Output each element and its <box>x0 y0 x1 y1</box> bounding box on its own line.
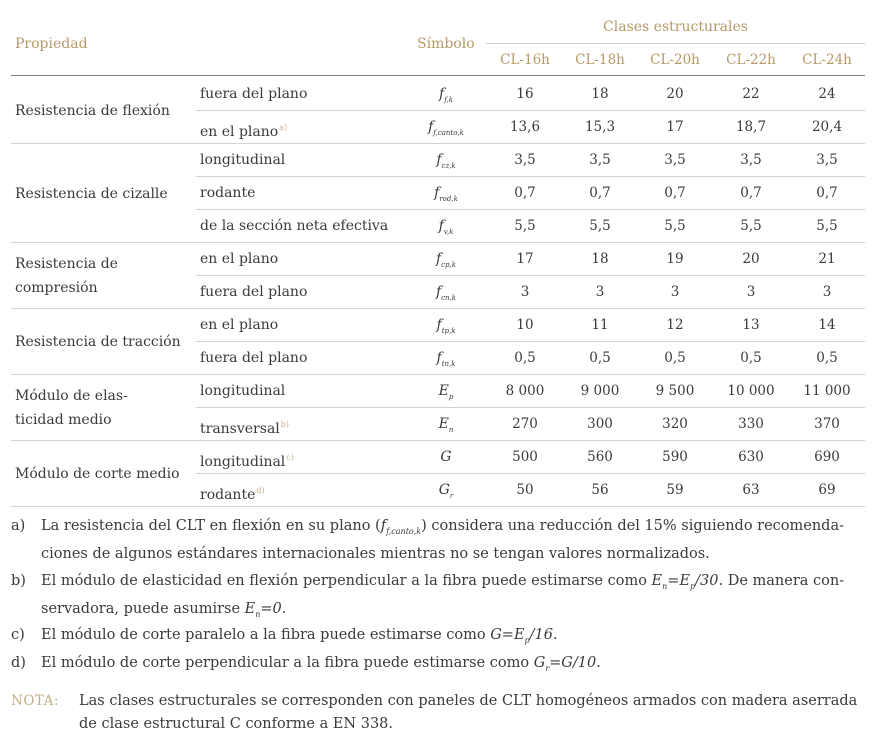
category-text: Resistencia de cizalle <box>15 185 168 202</box>
symbol-subscript: cn,k <box>441 294 457 302</box>
table-cell: 9 000 <box>580 383 620 399</box>
footnote-formula: /30 <box>695 573 719 589</box>
table-cell: 0,5 <box>664 350 686 366</box>
property-category <box>15 182 168 206</box>
footnote-text: . De manera con- <box>718 573 845 589</box>
table-cell: 0,7 <box>740 185 762 201</box>
symbol-letter: f <box>439 86 445 102</box>
footnote-letter: c) <box>11 627 25 643</box>
symbol-letter: G <box>440 449 452 465</box>
property-sublabel <box>200 243 278 276</box>
category-text: Módulo de elas- <box>15 388 128 404</box>
property-sublabel <box>200 342 307 375</box>
note-block <box>11 690 871 736</box>
symbol-subscript: cp,k <box>441 261 457 269</box>
table-cell: 690 <box>814 449 840 465</box>
table-cell: 300 <box>587 416 613 432</box>
footnote-formula: E <box>244 601 256 617</box>
symbol-subscript: r <box>449 492 454 500</box>
table-cell: 0,5 <box>740 350 762 366</box>
symbol-letter: f <box>435 251 442 267</box>
table-cell: 0,5 <box>589 350 611 366</box>
table-row <box>0 408 876 441</box>
table-cell: 0,5 <box>816 350 838 366</box>
sublabel-text: fuera del plano <box>200 284 308 300</box>
footnote-formula: E <box>651 573 663 589</box>
table-cell: 3 <box>670 284 680 300</box>
symbol-letter: f <box>436 350 442 366</box>
table-row <box>0 243 876 276</box>
footnote-text: . <box>281 601 287 617</box>
symbol-letter: G <box>438 482 450 498</box>
property-sublabel <box>200 276 307 309</box>
note-text: Las clases estructurales se corresponden con paneles de CLT homogéneos armados con madera aserrada <box>79 693 858 709</box>
table-cell: 21 <box>818 251 836 267</box>
table-cell: 13 <box>742 317 760 333</box>
header-class: CL-16h <box>500 52 550 68</box>
table-cell: 5,5 <box>740 218 762 234</box>
property-sublabel <box>200 309 278 342</box>
footnote-text: servadora, puede asumirse <box>41 601 245 617</box>
property-category <box>15 330 181 354</box>
sublabel-text: en el plano <box>200 251 279 267</box>
symbol-letter: E <box>438 416 449 432</box>
header-class: CL-22h <box>726 52 776 68</box>
table-cell: 270 <box>512 416 538 432</box>
symbol-letter: f <box>428 119 434 135</box>
table-cell: 320 <box>662 416 688 432</box>
sublabel-text: en el plano <box>200 317 279 333</box>
header-property: Propiedad <box>15 36 88 52</box>
table-cell: 13,6 <box>509 119 541 135</box>
table-cell: 5,5 <box>514 218 536 234</box>
footnote-letter: d) <box>11 655 26 671</box>
table-cell: 3,5 <box>589 152 611 168</box>
table-cell: 590 <box>662 449 688 465</box>
symbol-subscript: f,k <box>444 96 453 104</box>
property-category <box>15 462 180 486</box>
sublabel-text: longitudinal <box>200 152 286 168</box>
footnote-text: . <box>553 627 558 643</box>
sublabel-text: rodante <box>200 185 256 201</box>
footnote-subscript: f,canto,k <box>386 527 422 536</box>
table-cell: 8 000 <box>505 383 545 399</box>
sublabel-text: fuera del plano <box>200 86 308 102</box>
note-label: NOTA: <box>11 693 59 709</box>
symbol-subscript: v,k <box>443 228 454 236</box>
symbol-letter: E <box>438 383 449 399</box>
table-cell: 24 <box>818 86 836 102</box>
category-text: compresión <box>15 280 98 296</box>
sublabel-text: en el plano <box>200 124 279 140</box>
table-cell: 10 <box>516 317 534 333</box>
table-cell: 3,5 <box>740 152 762 168</box>
symbol-subscript: p <box>448 393 454 401</box>
table-cell: 500 <box>512 449 538 465</box>
table-cell: 20 <box>742 251 760 267</box>
table-cell: 20 <box>666 86 684 102</box>
property-category <box>15 252 118 300</box>
footnote-letter: b) <box>11 573 26 589</box>
table-cell: 11 <box>591 317 609 333</box>
footnote-marker: a) <box>279 123 288 132</box>
footnote-text: . <box>596 655 601 671</box>
property-category <box>15 384 128 432</box>
footnote-c <box>11 624 871 652</box>
symbol-letter: f <box>434 185 440 201</box>
table-cell: 10 000 <box>727 383 775 399</box>
property-symbol <box>400 474 492 513</box>
table-cell: 63 <box>742 482 760 498</box>
table-cell: 69 <box>818 482 836 498</box>
symbol-subscript: tn,k <box>441 360 456 368</box>
table-cell: 560 <box>587 449 613 465</box>
table-cell: 5,5 <box>664 218 686 234</box>
table-cell: 3 <box>822 284 832 300</box>
sublabel-text: de la sección neta efectiva <box>200 218 389 234</box>
table-cell: 50 <box>516 482 534 498</box>
table-row <box>0 210 876 243</box>
table-cell: 3,5 <box>816 152 838 168</box>
footnote-letter: a) <box>11 518 26 534</box>
table-cell: 0,7 <box>589 185 611 201</box>
table-cell: 9 500 <box>655 383 695 399</box>
footnote-marker: d) <box>256 486 265 495</box>
table-cell: 18,7 <box>735 119 767 135</box>
footnote-d <box>11 652 871 680</box>
table-cell: 22 <box>742 86 760 102</box>
footnote-text: El módulo de corte paralelo a la fibra puede estimarse como <box>41 627 491 643</box>
table-cell: 17 <box>516 251 534 267</box>
sublabel-text: longitudinal <box>200 383 286 399</box>
footnote-subscript: r <box>545 664 550 673</box>
footnote-text: ) considera una reducción del 15% siguiendo recomenda- <box>421 518 845 534</box>
property-category <box>15 99 170 123</box>
footnote-text: El módulo de elasticidad en flexión perpendicular a la fibra puede estimarse como <box>41 573 652 589</box>
table-cell: 0,7 <box>816 185 838 201</box>
sublabel-text: transversal <box>200 421 280 437</box>
table-cell: 3 <box>520 284 530 300</box>
category-text: Resistencia de <box>15 256 118 272</box>
table-cell: 630 <box>738 449 764 465</box>
table-cell: 330 <box>738 416 764 432</box>
header-class: CL-18h <box>575 52 625 68</box>
symbol-letter: f <box>438 218 444 234</box>
footnote-text: ciones de algunos estándares internacionales mientras no se tengan valores normalizados. <box>41 546 710 562</box>
header-classes-title: Clases estructurales <box>603 19 748 35</box>
footnote-subscript: n <box>662 582 668 591</box>
footnote-formula: =0 <box>260 601 282 617</box>
table-cell: 5,5 <box>816 218 838 234</box>
symbol-subscript: n <box>448 426 454 434</box>
table-cell: 18 <box>591 86 609 102</box>
symbol-letter: f <box>436 152 442 168</box>
table-cell: 3 <box>595 284 605 300</box>
table-cell: 16 <box>516 86 534 102</box>
footnote-marker: c) <box>286 453 294 462</box>
table-cell: 14 <box>818 317 836 333</box>
sublabel-text: fuera del plano <box>200 350 308 366</box>
symbol-subscript: tp,k <box>441 327 456 335</box>
footnote-formula: G <box>533 655 546 671</box>
table-cell: 11 000 <box>803 383 851 399</box>
group-divider <box>11 506 865 507</box>
footnote-subscript: n <box>255 610 261 619</box>
symbol-subscript: f,canto,k <box>433 129 464 137</box>
property-sublabel <box>200 375 285 408</box>
table-cell: 3,5 <box>664 152 686 168</box>
sublabel-text: longitudinal <box>200 454 286 470</box>
property-sublabel <box>200 210 388 243</box>
footnote-formula: =E <box>667 573 691 589</box>
property-symbol <box>400 441 492 474</box>
table-cell: 5,5 <box>589 218 611 234</box>
table-cell: 15,3 <box>584 119 616 135</box>
footnote-formula: G=E <box>490 627 525 643</box>
table-cell: 18 <box>591 251 609 267</box>
symbol-letter: f <box>436 317 442 333</box>
table-cell: 0,7 <box>664 185 686 201</box>
property-sublabel <box>200 78 307 111</box>
table-row <box>0 276 876 309</box>
header-class: CL-24h <box>802 52 852 68</box>
category-text: Módulo de corte medio <box>15 466 180 482</box>
table-row <box>0 144 876 177</box>
footnote-text: La resistencia del CLT en flexión en su plano ( <box>41 518 381 534</box>
header-class: CL-20h <box>650 52 700 68</box>
table-cell: 12 <box>666 317 684 333</box>
footnote-a <box>11 515 871 566</box>
symbol-subscript: cz,k <box>441 162 456 170</box>
table-cell: 3 <box>746 284 756 300</box>
footnote-formula: /16 <box>529 627 554 643</box>
symbol-subscript: rod,k <box>439 195 458 203</box>
footnote-marker: b) <box>280 420 290 429</box>
footnote-subscript: p <box>690 582 696 591</box>
footnote-formula: =G/10 <box>549 655 597 671</box>
category-text: ticidad medio <box>15 412 112 428</box>
table-row <box>0 375 876 408</box>
footnote-subscript: p <box>524 636 530 645</box>
sublabel-text: rodante <box>200 487 256 503</box>
table-cell: 20,4 <box>811 119 843 135</box>
table-cell: 370 <box>814 416 840 432</box>
footnote-text: El módulo de corte perpendicular a la fibra puede estimarse como <box>41 655 534 671</box>
table-cell: 0,5 <box>514 350 536 366</box>
table-cell: 3,5 <box>514 152 536 168</box>
symbol-letter: f <box>435 284 442 300</box>
category-text: Resistencia de flexión <box>15 103 170 119</box>
table-cell: 59 <box>666 482 684 498</box>
category-text: Resistencia de tracción <box>15 334 181 350</box>
header-rule <box>11 75 865 76</box>
header-symbol: Símbolo <box>417 36 475 52</box>
note-text: de clase estructural C conforme a EN 338. <box>79 716 394 732</box>
table-cell: 19 <box>666 251 684 267</box>
property-sublabel <box>200 177 255 210</box>
table-cell: 17 <box>666 119 684 135</box>
header-divider <box>486 43 865 44</box>
footnote-symbol: f <box>380 518 387 534</box>
footnote-b <box>11 570 871 626</box>
table-cell: 0,7 <box>514 185 536 201</box>
property-sublabel <box>200 144 285 177</box>
table-cell: 56 <box>591 482 609 498</box>
